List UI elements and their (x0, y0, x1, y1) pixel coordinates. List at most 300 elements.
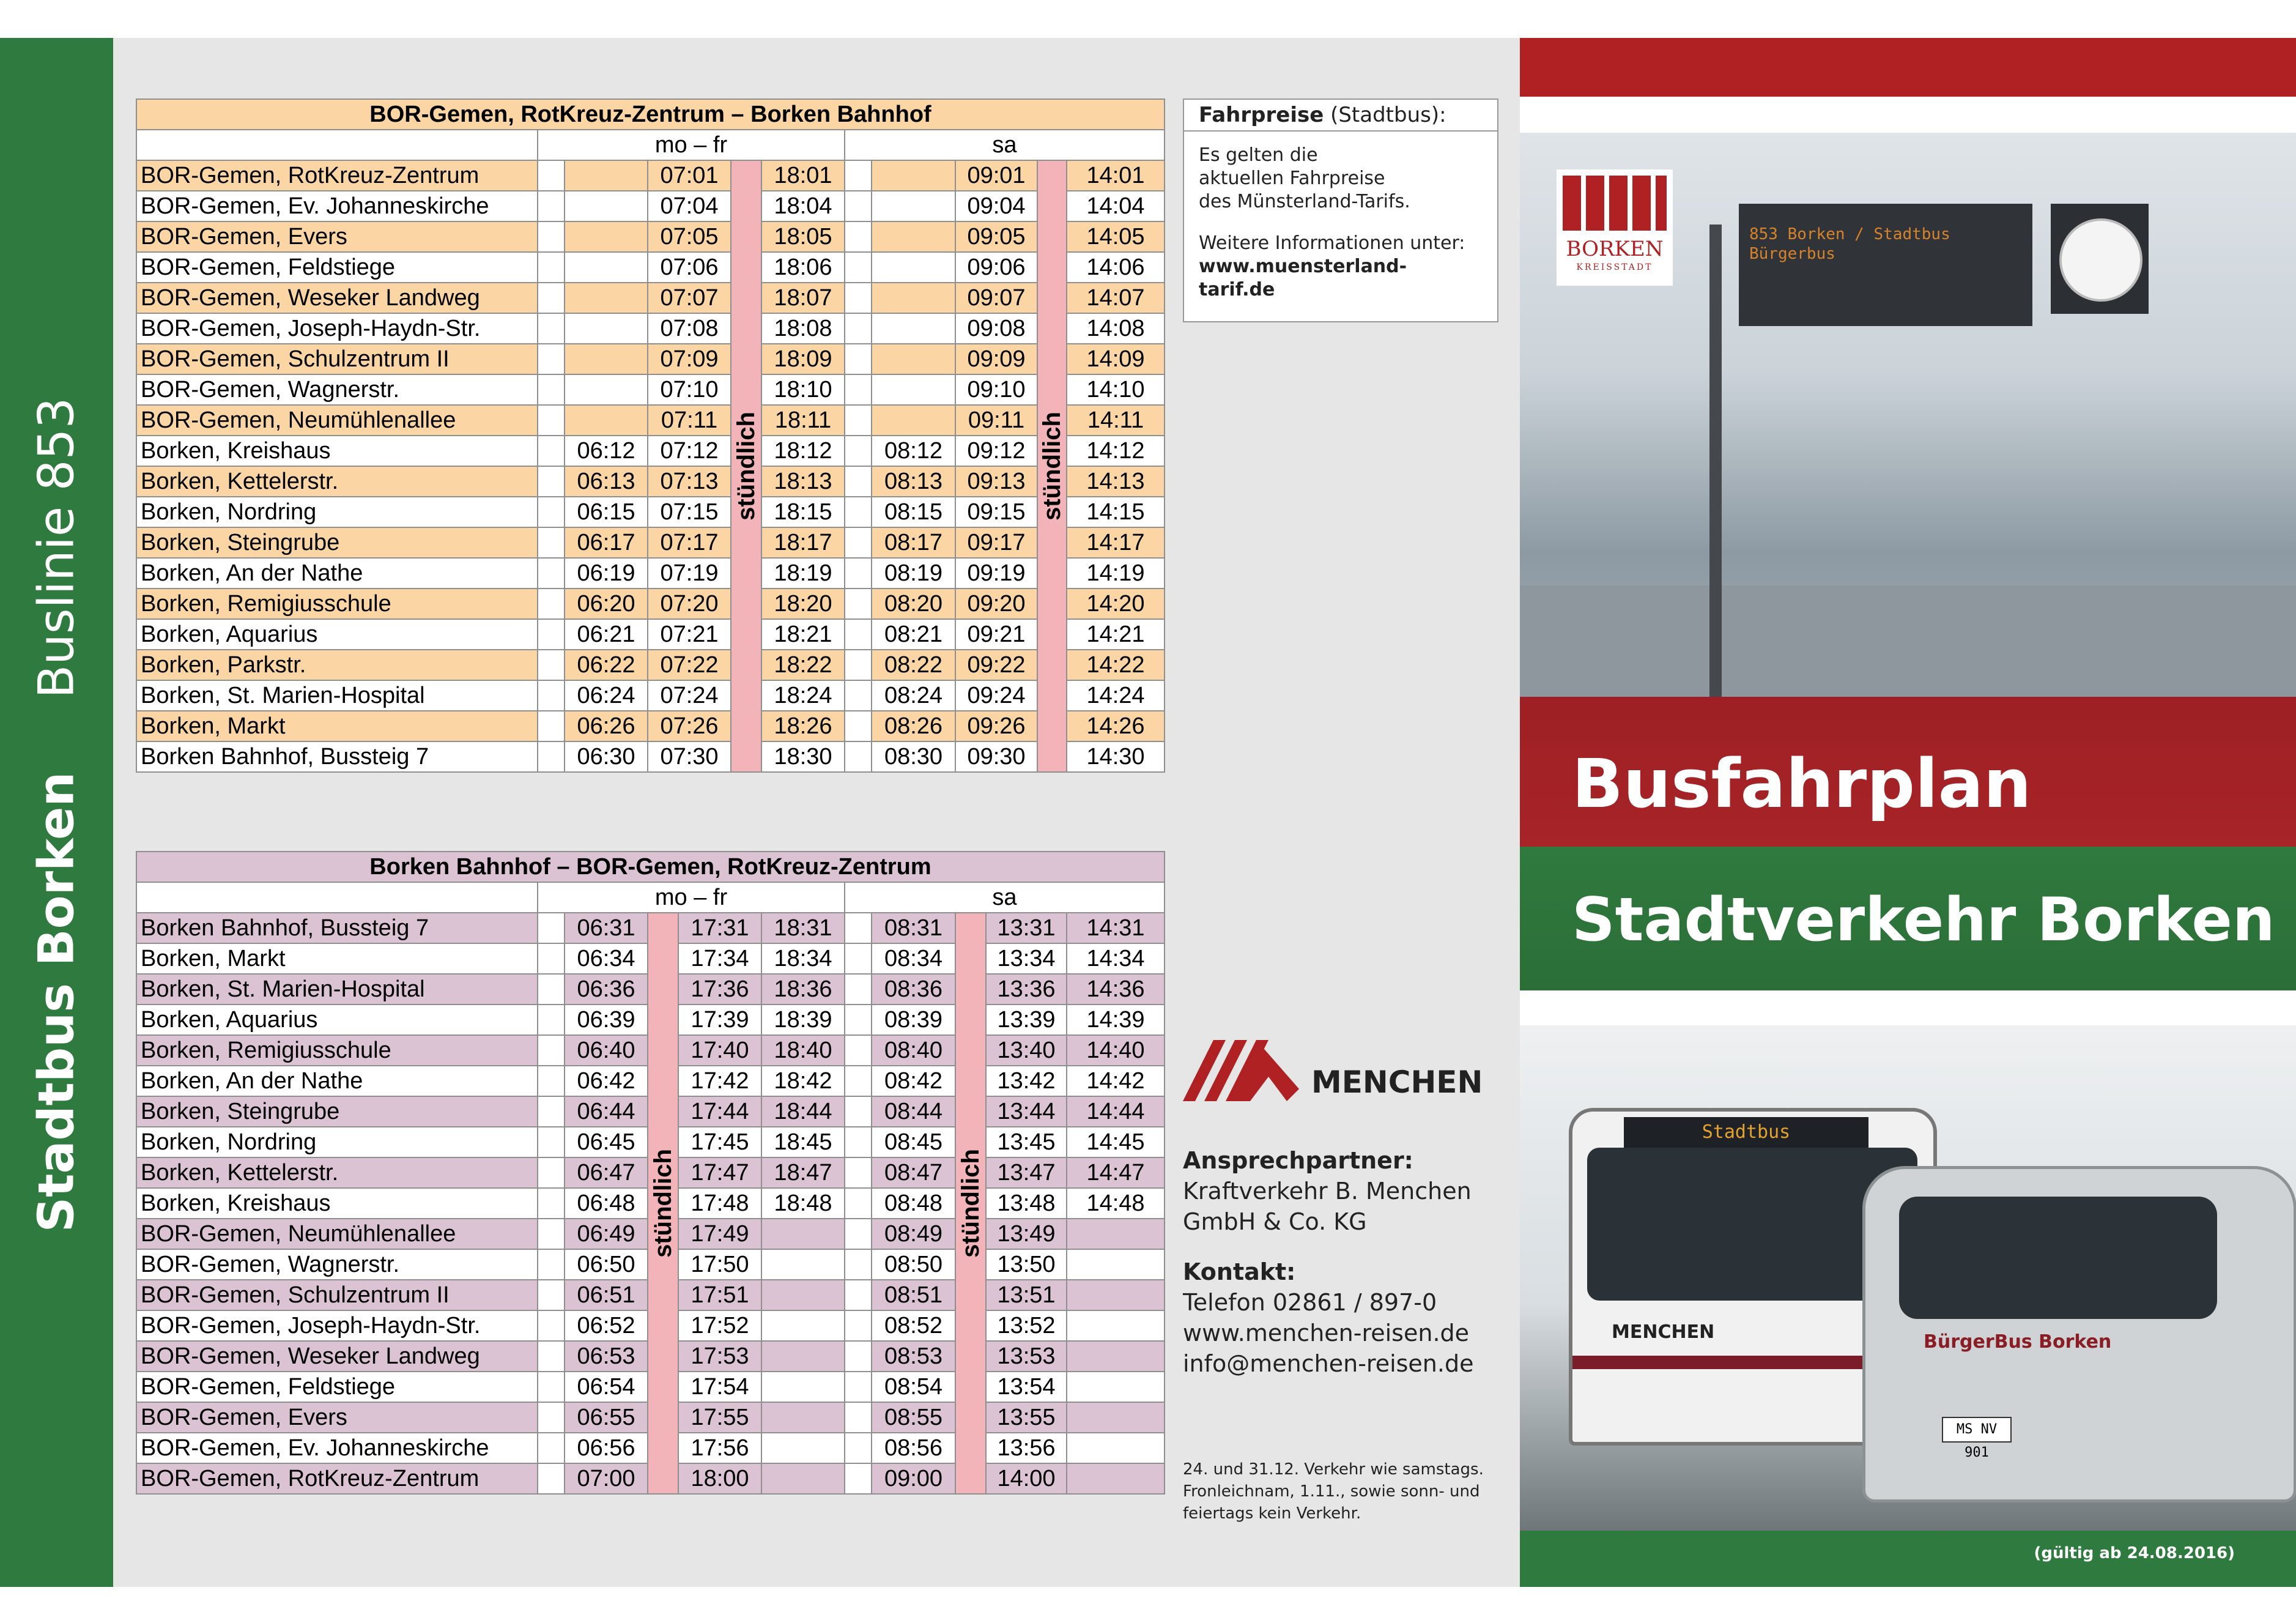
spacer (845, 1096, 872, 1127)
sidebar-line: Buslinie 853 (28, 397, 85, 699)
time-cell: 14:22 (1067, 650, 1165, 680)
time-cell: 18:09 (761, 344, 845, 374)
spacer (538, 1310, 565, 1341)
departure-sign (1739, 204, 2032, 326)
cover-panel (1520, 38, 2296, 1587)
sidebar-name: Stadtbus Borken (28, 771, 85, 1233)
time-cell: 07:30 (648, 741, 731, 772)
time-cell: 09:07 (955, 283, 1037, 313)
day-header-weekdays: mo – fr (538, 130, 845, 160)
time-cell: 06:54 (565, 1372, 648, 1402)
time-cell: 17:34 (678, 943, 761, 974)
time-cell: 13:45 (986, 1127, 1067, 1157)
time-cell: 14:39 (1067, 1005, 1165, 1035)
time-cell: 07:05 (648, 221, 731, 252)
time-cell: 14:15 (1067, 497, 1165, 527)
time-cell: 07:12 (648, 436, 731, 466)
time-cell: 14:05 (1067, 221, 1165, 252)
spacer (845, 1341, 872, 1372)
time-cell (565, 221, 648, 252)
time-cell: 08:52 (872, 1310, 955, 1341)
time-cell: 08:12 (872, 436, 955, 466)
time-cell: 18:15 (761, 497, 845, 527)
stop-name: Borken, An der Nathe (136, 558, 538, 589)
fares-line: des Münsterland-Tarifs. (1199, 191, 1410, 212)
time-cell: 06:51 (565, 1280, 648, 1310)
time-cell: 06:39 (565, 1005, 648, 1035)
spacer (538, 466, 565, 497)
table-row (136, 589, 1165, 619)
time-cell: 13:34 (986, 943, 1067, 974)
time-cell: 06:17 (565, 527, 648, 558)
fares-line: aktuellen Fahrpreise (1199, 168, 1385, 189)
time-cell: 09:09 (955, 344, 1037, 374)
spacer (538, 974, 565, 1005)
time-cell (761, 1280, 845, 1310)
time-cell: 18:36 (761, 974, 845, 1005)
stop-name: BOR-Gemen, RotKreuz-Zentrum (136, 1463, 538, 1494)
time-cell: 07:22 (648, 650, 731, 680)
hourly-label: stündlich (957, 1149, 984, 1258)
stop-name: Borken, Kreishaus (136, 1188, 538, 1219)
time-cell: 09:04 (955, 191, 1037, 221)
time-cell: 14:00 (986, 1463, 1067, 1494)
time-cell: 17:44 (678, 1096, 761, 1127)
stop-name: Borken, Markt (136, 943, 538, 974)
time-cell: 09:12 (955, 436, 1037, 466)
spacer (538, 1402, 565, 1433)
crest-text: BORKEN (1566, 237, 1664, 261)
time-cell (565, 313, 648, 344)
spacer (538, 619, 565, 650)
time-cell: 14:44 (1067, 1096, 1165, 1127)
time-cell: 14:42 (1067, 1066, 1165, 1096)
time-cell: 17:53 (678, 1341, 761, 1372)
day-header-saturday: sa (845, 882, 1165, 913)
hourly-label: stündlich (733, 412, 760, 521)
time-cell: 14:30 (1067, 741, 1165, 772)
spacer (845, 344, 872, 374)
note-line: feiertags kein Verkehr. (1183, 1504, 1361, 1523)
sidebar (0, 38, 113, 1587)
spacer (538, 558, 565, 589)
time-cell: 14:10 (1067, 374, 1165, 405)
time-cell: 08:31 (872, 913, 955, 943)
time-cell: 18:06 (761, 252, 845, 283)
email-link[interactable]: info@menchen-reisen.de (1183, 1350, 1474, 1377)
hourly-label: stündlich (1039, 412, 1065, 521)
buses-photo (1520, 1025, 2296, 1531)
time-cell: 07:11 (648, 405, 731, 436)
spacer (538, 191, 565, 221)
stop-name: Borken Bahnhof, Bussteig 7 (136, 913, 538, 943)
spacer (845, 1035, 872, 1066)
time-cell: 08:22 (872, 650, 955, 680)
time-cell: 14:19 (1067, 558, 1165, 589)
time-cell (1067, 1280, 1165, 1310)
spacer (845, 913, 872, 943)
contact-line: Kraftverkehr B. Menchen (1183, 1178, 1472, 1205)
spacer (538, 1463, 565, 1494)
time-cell: 18:08 (761, 313, 845, 344)
time-cell (1067, 1341, 1165, 1372)
table-row (136, 527, 1165, 558)
table-row (136, 466, 1165, 497)
time-cell: 06:44 (565, 1096, 648, 1127)
fares-title: Fahrpreise (1199, 103, 1324, 127)
time-cell: 08:42 (872, 1066, 955, 1096)
website-link[interactable]: www.menchen-reisen.de (1183, 1320, 1470, 1346)
stop-name: BOR-Gemen, Wagnerstr. (136, 1249, 538, 1280)
time-cell (565, 252, 648, 283)
time-cell (1067, 1249, 1165, 1280)
time-cell: 14:31 (1067, 913, 1165, 943)
time-cell: 08:50 (872, 1249, 955, 1280)
table-row (136, 405, 1165, 436)
stop-name: Borken, Steingrube (136, 527, 538, 558)
time-cell: 17:31 (678, 913, 761, 943)
time-cell: 08:55 (872, 1402, 955, 1433)
time-cell: 06:45 (565, 1127, 648, 1157)
stop-name: BOR-Gemen, Schulzentrum II (136, 1280, 538, 1310)
spacer (845, 283, 872, 313)
spacer (845, 1066, 872, 1096)
hourly-bar (731, 160, 761, 772)
sign-line: 853 Borken / Stadtbus (1749, 225, 1950, 243)
time-cell: 07:13 (648, 466, 731, 497)
spacer (538, 1372, 565, 1402)
time-cell: 13:53 (986, 1341, 1067, 1372)
time-cell: 18:45 (761, 1127, 845, 1157)
time-cell: 18:20 (761, 589, 845, 619)
time-cell: 18:24 (761, 680, 845, 711)
stop-name: Borken, Kettelerstr. (136, 1157, 538, 1188)
menchen-logo-text: MENCHEN (1311, 1064, 1483, 1100)
time-cell: 18:17 (761, 527, 845, 558)
time-cell: 07:04 (648, 191, 731, 221)
time-cell: 18:48 (761, 1188, 845, 1219)
time-cell (565, 374, 648, 405)
time-cell: 07:10 (648, 374, 731, 405)
fares-line: Es gelten die (1199, 144, 1318, 166)
time-cell: 06:15 (565, 497, 648, 527)
time-cell: 07:24 (648, 680, 731, 711)
spacer (845, 680, 872, 711)
stop-name: Borken, Kettelerstr. (136, 466, 538, 497)
spacer (538, 374, 565, 405)
time-cell: 13:49 (986, 1219, 1067, 1249)
table-row (136, 344, 1165, 374)
spacer (538, 1188, 565, 1219)
fares-box (1183, 98, 1498, 322)
time-cell (761, 1310, 845, 1341)
stop-name: Borken, Markt (136, 711, 538, 741)
table-title: Borken Bahnhof – BOR-Gemen, RotKreuz-Zentrum (136, 852, 1165, 882)
time-cell: 09:01 (955, 160, 1037, 191)
time-cell: 07:21 (648, 619, 731, 650)
time-cell: 06:20 (565, 589, 648, 619)
spacer (845, 943, 872, 974)
time-cell: 09:00 (872, 1463, 955, 1494)
table-row (136, 558, 1165, 589)
time-cell: 06:26 (565, 711, 648, 741)
time-cell: 09:22 (955, 650, 1037, 680)
spacer (538, 741, 565, 772)
time-cell: 18:19 (761, 558, 845, 589)
time-cell: 08:53 (872, 1341, 955, 1372)
table-row (136, 160, 1165, 191)
stop-name: BOR-Gemen, RotKreuz-Zentrum (136, 160, 538, 191)
hourly-bar (648, 913, 678, 1494)
time-cell: 08:51 (872, 1280, 955, 1310)
stop-name: Borken, Aquarius (136, 619, 538, 650)
time-cell: 06:40 (565, 1035, 648, 1066)
stop-name: Borken, Steingrube (136, 1096, 538, 1127)
spacer (538, 913, 565, 943)
spacer (538, 1157, 565, 1188)
table-title-row (136, 99, 1165, 130)
minibus-plate: MS NV 901 (1942, 1417, 2012, 1443)
time-cell (761, 1433, 845, 1463)
day-header-saturday: sa (845, 130, 1165, 160)
stop-name: BOR-Gemen, Joseph-Haydn-Str. (136, 313, 538, 344)
stop-name: Borken Bahnhof, Bussteig 7 (136, 741, 538, 772)
time-cell: 14:26 (1067, 711, 1165, 741)
time-cell: 06:36 (565, 974, 648, 1005)
time-cell: 06:12 (565, 436, 648, 466)
spacer (538, 1433, 565, 1463)
hourly-bar (955, 913, 986, 1494)
time-cell (872, 252, 955, 283)
time-cell: 08:20 (872, 589, 955, 619)
fares-info-link[interactable]: www.muensterland-tarif.de (1199, 256, 1407, 300)
spacer (538, 160, 565, 191)
spacer (538, 943, 565, 974)
time-cell: 13:40 (986, 1035, 1067, 1066)
time-cell: 07:20 (648, 589, 731, 619)
time-cell (761, 1249, 845, 1280)
sign-pole (1709, 225, 1722, 726)
spacer (845, 405, 872, 436)
spacer (538, 252, 565, 283)
time-cell: 18:12 (761, 436, 845, 466)
spacer (845, 374, 872, 405)
time-cell: 13:42 (986, 1066, 1067, 1096)
spacer (538, 1219, 565, 1249)
time-cell (761, 1463, 845, 1494)
time-cell: 14:45 (1067, 1127, 1165, 1157)
time-cell: 17:54 (678, 1372, 761, 1402)
time-cell: 06:34 (565, 943, 648, 974)
timetable-return (136, 851, 1165, 1495)
hourly-label: stündlich (650, 1149, 676, 1258)
time-cell: 18:01 (761, 160, 845, 191)
stop-name: BOR-Gemen, Ev. Johanneskirche (136, 191, 538, 221)
time-cell: 07:00 (565, 1463, 648, 1494)
time-cell: 07:06 (648, 252, 731, 283)
time-cell: 06:56 (565, 1433, 648, 1463)
stop-name: BOR-Gemen, Schulzentrum II (136, 344, 538, 374)
time-cell: 07:09 (648, 344, 731, 374)
timetable-outbound (136, 98, 1165, 773)
spacer (845, 1402, 872, 1433)
time-cell: 08:17 (872, 527, 955, 558)
spacer (845, 1219, 872, 1249)
spacer (538, 1249, 565, 1280)
spacer (538, 221, 565, 252)
time-cell: 14:40 (1067, 1035, 1165, 1066)
stop-name: BOR-Gemen, Joseph-Haydn-Str. (136, 1310, 538, 1341)
sidebar-title (28, 398, 85, 1233)
time-cell (872, 221, 955, 252)
time-cell (761, 1402, 845, 1433)
table-row (136, 436, 1165, 466)
time-cell (1067, 1310, 1165, 1341)
time-cell: 09:19 (955, 558, 1037, 589)
time-cell: 13:51 (986, 1280, 1067, 1310)
time-cell: 07:08 (648, 313, 731, 344)
spacer (538, 497, 565, 527)
time-cell: 08:56 (872, 1433, 955, 1463)
contact-block (1183, 1145, 1501, 1379)
time-cell: 08:47 (872, 1157, 955, 1188)
stop-name: BOR-Gemen, Weseker Landweg (136, 283, 538, 313)
time-cell: 08:36 (872, 974, 955, 1005)
time-cell: 08:15 (872, 497, 955, 527)
time-cell: 06:55 (565, 1402, 648, 1433)
spacer (845, 1157, 872, 1188)
stop-name: BOR-Gemen, Feldstiege (136, 252, 538, 283)
time-cell: 18:21 (761, 619, 845, 650)
spacer (538, 589, 565, 619)
time-cell: 14:12 (1067, 436, 1165, 466)
time-cell: 18:30 (761, 741, 845, 772)
time-cell (565, 405, 648, 436)
time-cell: 18:26 (761, 711, 845, 741)
validity-note: (gültig ab 24.08.2016) (2034, 1544, 2235, 1562)
time-cell: 14:13 (1067, 466, 1165, 497)
phone: Telefon 02861 / 897-0 (1183, 1289, 1437, 1316)
city-bus-name: MENCHEN (1612, 1321, 1715, 1343)
spacer (538, 1066, 565, 1096)
spacer (845, 619, 872, 650)
time-cell: 18:13 (761, 466, 845, 497)
time-cell (761, 1372, 845, 1402)
spacer (845, 466, 872, 497)
time-cell: 06:19 (565, 558, 648, 589)
stop-name: Borken, Remigiusschule (136, 1035, 538, 1066)
contact-title: Ansprechpartner: (1183, 1147, 1413, 1174)
table-title: BOR-Gemen, RotKreuz-Zentrum – Borken Bahnhof (136, 99, 1165, 130)
time-cell: 08:13 (872, 466, 955, 497)
table-day-row (136, 130, 1165, 160)
spacer (538, 1341, 565, 1372)
time-cell: 13:56 (986, 1433, 1067, 1463)
spacer (845, 1463, 872, 1494)
spacer (538, 1127, 565, 1157)
time-cell: 17:49 (678, 1219, 761, 1249)
time-cell: 08:44 (872, 1096, 955, 1127)
time-cell: 18:22 (761, 650, 845, 680)
day-header-weekdays: mo – fr (538, 882, 845, 913)
stop-name: Borken, Parkstr. (136, 650, 538, 680)
time-cell: 06:13 (565, 466, 648, 497)
table-row (136, 191, 1165, 221)
header-blank (136, 130, 538, 160)
note-line: 24. und 31.12. Verkehr wie samstags. (1183, 1460, 1484, 1479)
spacer (845, 436, 872, 466)
time-cell (1067, 1372, 1165, 1402)
fares-info-label: Weitere Informationen unter: (1199, 232, 1465, 254)
bus-stop-photo (1520, 133, 2296, 732)
time-cell: 14:08 (1067, 313, 1165, 344)
time-cell (872, 191, 955, 221)
spacer (845, 221, 872, 252)
time-cell: 09:15 (955, 497, 1037, 527)
time-cell: 17:42 (678, 1066, 761, 1096)
spacer (845, 1188, 872, 1219)
spacer (845, 1249, 872, 1280)
spacer (538, 344, 565, 374)
time-cell: 14:20 (1067, 589, 1165, 619)
time-cell (761, 1219, 845, 1249)
spacer (538, 711, 565, 741)
time-cell: 13:39 (986, 1005, 1067, 1035)
time-cell: 14:21 (1067, 619, 1165, 650)
table-row (136, 619, 1165, 650)
time-cell: 13:48 (986, 1188, 1067, 1219)
spacer (845, 313, 872, 344)
time-cell: 09:05 (955, 221, 1037, 252)
time-cell: 06:49 (565, 1219, 648, 1249)
time-cell: 14:36 (1067, 974, 1165, 1005)
time-cell: 06:47 (565, 1157, 648, 1188)
spacer (845, 1005, 872, 1035)
stop-name: BOR-Gemen, Neumühlenallee (136, 405, 538, 436)
stop-name: BOR-Gemen, Wagnerstr. (136, 374, 538, 405)
time-cell: 14:47 (1067, 1157, 1165, 1188)
time-cell (872, 374, 955, 405)
time-cell: 07:01 (648, 160, 731, 191)
table-day-row (136, 882, 1165, 913)
time-cell: 09:26 (955, 711, 1037, 741)
time-cell: 07:17 (648, 527, 731, 558)
stop-name: Borken, Kreishaus (136, 436, 538, 466)
hourly-bar (1037, 160, 1067, 772)
table-title-row (136, 852, 1165, 882)
time-cell: 18:05 (761, 221, 845, 252)
time-cell: 07:26 (648, 711, 731, 741)
time-cell: 08:21 (872, 619, 955, 650)
time-cell: 14:24 (1067, 680, 1165, 711)
time-cell: 17:56 (678, 1433, 761, 1463)
time-cell: 18:47 (761, 1157, 845, 1188)
stop-name: BOR-Gemen, Weseker Landweg (136, 1341, 538, 1372)
time-cell (761, 1341, 845, 1372)
stop-name: BOR-Gemen, Evers (136, 221, 538, 252)
cover-top-band (1520, 38, 2296, 97)
time-cell: 13:54 (986, 1372, 1067, 1402)
time-cell: 18:39 (761, 1005, 845, 1035)
time-cell: 08:24 (872, 680, 955, 711)
stop-name: BOR-Gemen, Neumühlenallee (136, 1219, 538, 1249)
spacer (845, 252, 872, 283)
spacer (845, 1310, 872, 1341)
minibus-windshield (1899, 1197, 2217, 1319)
time-cell (872, 283, 955, 313)
time-cell (872, 344, 955, 374)
time-cell: 06:31 (565, 913, 648, 943)
